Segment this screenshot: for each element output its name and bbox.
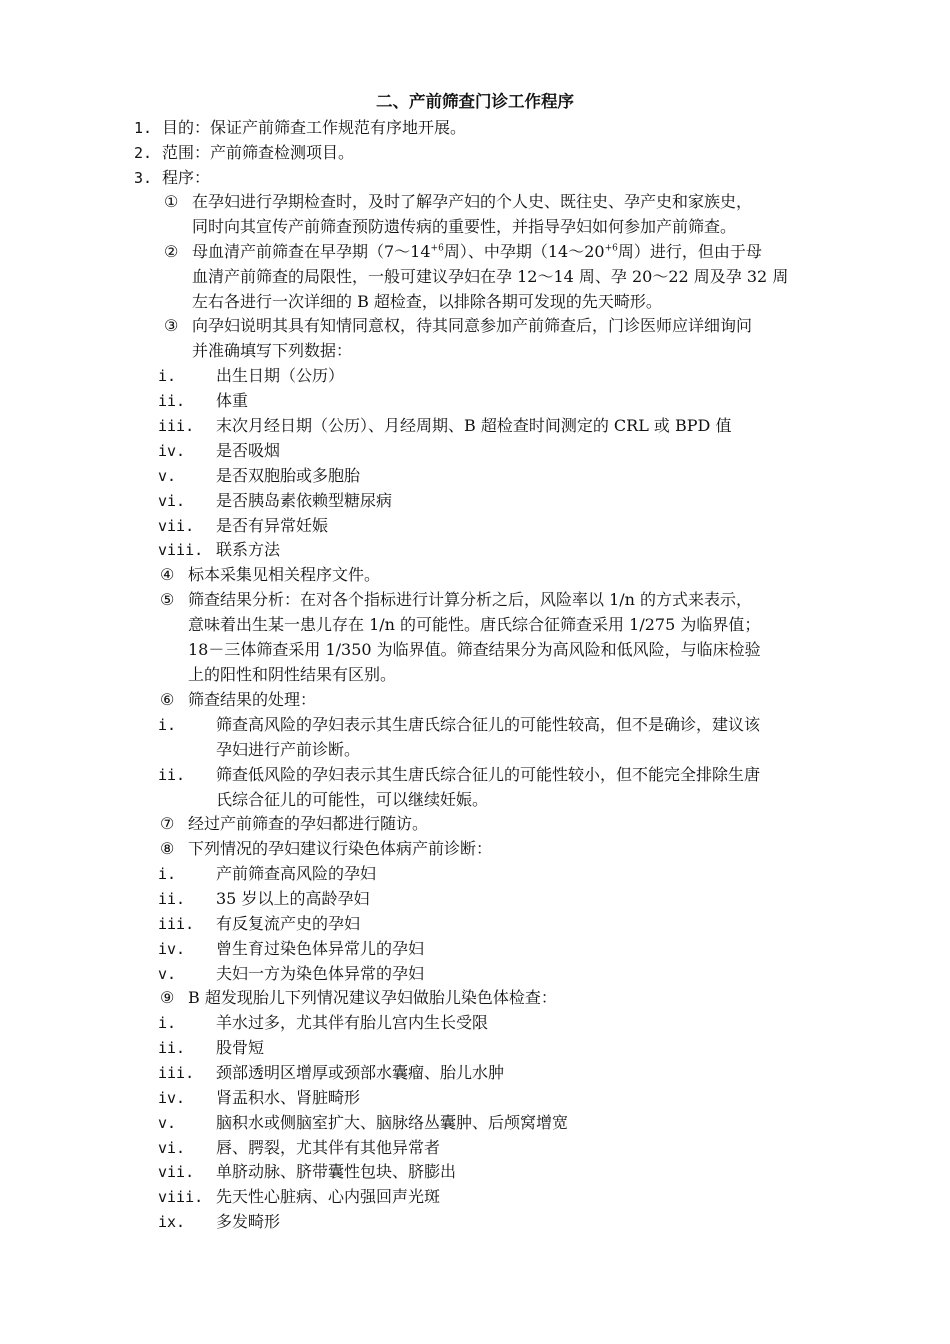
section-number: 3.	[134, 169, 153, 187]
sub-item-number: iv.	[158, 442, 186, 460]
item-text: 下列情况的孕妇建议行染色体病产前诊断：	[188, 839, 493, 858]
sub-item-number: vi.	[158, 1139, 186, 1157]
sub-item-text: 末次月经日期（公历）、月经周期、B 超检查时间测定的 CRL 或 BPD 值	[216, 416, 732, 435]
section-number: 2.	[134, 144, 153, 162]
sub-item-text: 筛查高风险的孕妇表示其生唐氏综合征儿的可能性较高，但不是确诊，建议该	[216, 715, 761, 734]
page-title: 二、产前筛查门诊工作程序	[376, 92, 574, 111]
item-text-line: 血清产前筛查的局限性，一般可建议孕妇在孕 12～14 周、孕 20～22 周及孕 32 周	[192, 267, 789, 286]
item-text: 筛查结果的处理：	[188, 690, 317, 709]
sub-item-text: 体重	[216, 391, 249, 410]
item-number: ②	[164, 242, 179, 261]
sub-item-text: 是否吸烟	[216, 441, 281, 460]
item-number: ⑦	[160, 814, 175, 833]
sub-item-number: ix.	[158, 1213, 186, 1231]
superscript: +6	[430, 243, 444, 254]
sub-item-text: 35 岁以上的高龄孕妇	[216, 889, 370, 908]
item-text-line	[192, 240, 762, 265]
text-run: 周）进行，但由于母	[617, 242, 762, 261]
section-number: 1.	[134, 119, 153, 137]
text-run: 周）、中孕期（14～20	[443, 242, 605, 261]
sub-item-text: 产前筛查高风险的孕妇	[216, 864, 377, 883]
section-text: 目的：保证产前筛查工作规范有序地开展。	[162, 118, 467, 137]
item-text-line: 左右各进行一次详细的 B 超检查，以排除各期可发现的先天畸形。	[192, 292, 662, 311]
sub-item-number: i.	[158, 1014, 177, 1032]
item-number: ⑨	[160, 988, 175, 1007]
sub-item-text: 脑积水或侧脑室扩大、脑脉络丛囊肿、后颅窝增宽	[216, 1113, 569, 1132]
sub-item-text: 是否双胞胎或多胞胎	[216, 466, 361, 485]
sub-item-number: iv.	[158, 1089, 186, 1107]
sub-item-text: 孕妇进行产前诊断。	[216, 740, 361, 759]
sub-item-text: 唇、腭裂，尤其伴有其他异常者	[216, 1138, 441, 1157]
item-number: ③	[164, 316, 179, 335]
sub-item-text: 筛查低风险的孕妇表示其生唐氏综合征儿的可能性较小，但不能完全排除生唐	[216, 765, 761, 784]
sub-item-number: ii.	[158, 890, 186, 908]
sub-item-text: 出生日期（公历）	[216, 366, 345, 385]
item-text-line: 筛查结果分析：在对各个指标进行计算分析之后，风险率以 1/n 的方式来表示，	[188, 590, 753, 609]
item-number: ④	[160, 565, 175, 584]
item-text-line: 同时向其宣传产前筛查预防遗传病的重要性，并指导孕妇如何参加产前筛查。	[192, 217, 737, 236]
sub-item-text: 多发畸形	[216, 1212, 281, 1231]
item-number: ①	[164, 192, 179, 211]
section-text: 范围：产前筛查检测项目。	[162, 143, 355, 162]
superscript: +6	[604, 243, 618, 254]
item-text-line: 向孕妇说明其具有知情同意权，待其同意参加产前筛查后，门诊医师应详细询问	[192, 316, 753, 335]
sub-item-number: i.	[158, 716, 177, 734]
sub-item-number: vi.	[158, 492, 186, 510]
sub-item-text: 联系方法	[216, 540, 281, 559]
sub-item-number: viii.	[158, 541, 204, 559]
item-text-line: 在孕妇进行孕期检查时，及时了解孕产妇的个人史、既往史、孕产史和家族史，	[192, 192, 753, 211]
sub-item-number: iv.	[158, 940, 186, 958]
sub-item-number: v.	[158, 467, 177, 485]
item-text-line: 上的阳性和阴性结果有区别。	[188, 665, 397, 684]
sub-item-text: 单脐动脉、脐带囊性包块、脐膨出	[216, 1162, 457, 1181]
item-text: B 超发现胎儿下列情况建议孕妇做胎儿染色体检查：	[188, 988, 557, 1007]
sub-item-number: vii.	[158, 1163, 195, 1181]
sub-item-text: 氏综合征儿的可能性，可以继续妊娠。	[216, 790, 489, 809]
item-text-line: 并准确填写下列数据：	[192, 341, 353, 360]
sub-item-number: viii.	[158, 1188, 204, 1206]
sub-item-number: ii.	[158, 392, 186, 410]
sub-item-number: v.	[158, 1114, 177, 1132]
sub-item-number: ii.	[158, 1039, 186, 1057]
sub-item-text: 羊水过多，尤其伴有胎儿宫内生长受限	[216, 1013, 489, 1032]
sub-item-text: 是否胰岛素依赖型糖尿病	[216, 491, 393, 510]
sub-item-number: iii.	[158, 915, 195, 933]
sub-item-text: 肾盂积水、肾脏畸形	[216, 1088, 361, 1107]
text-run: 母血清产前筛查在早孕期（7～14	[192, 242, 431, 261]
item-number: ⑧	[160, 839, 175, 858]
item-text-line: 意味着出生某一患儿存在 1/n 的可能性。唐氏综合征筛查采用 1/275 为临界值；	[188, 615, 761, 634]
sub-item-number: iii.	[158, 1064, 195, 1082]
sub-item-number: ii.	[158, 766, 186, 784]
item-text: 标本采集见相关程序文件。	[188, 565, 381, 584]
sub-item-text: 股骨短	[216, 1038, 265, 1057]
sub-item-number: i.	[158, 865, 177, 883]
item-number: ⑥	[160, 690, 175, 709]
sub-item-text: 有反复流产史的孕妇	[216, 914, 361, 933]
sub-item-text: 颈部透明区增厚或颈部水囊瘤、胎儿水肿	[216, 1063, 505, 1082]
section-text: 程序：	[162, 168, 211, 187]
sub-item-number: vii.	[158, 517, 195, 535]
item-text: 经过产前筛查的孕妇都进行随访。	[188, 814, 429, 833]
sub-item-text: 先天性心脏病、心内强回声光斑	[216, 1187, 441, 1206]
item-text-line: 18－三体筛查采用 1/350 为临界值。筛查结果分为高风险和低风险，与临床检验	[188, 640, 761, 659]
sub-item-number: iii.	[158, 417, 195, 435]
sub-item-text: 是否有异常妊娠	[216, 516, 329, 535]
sub-item-number: i.	[158, 367, 177, 385]
item-number: ⑤	[160, 590, 175, 609]
sub-item-text: 夫妇一方为染色体异常的孕妇	[216, 964, 425, 983]
sub-item-text: 曾生育过染色体异常儿的孕妇	[216, 939, 425, 958]
sub-item-number: v.	[158, 965, 177, 983]
